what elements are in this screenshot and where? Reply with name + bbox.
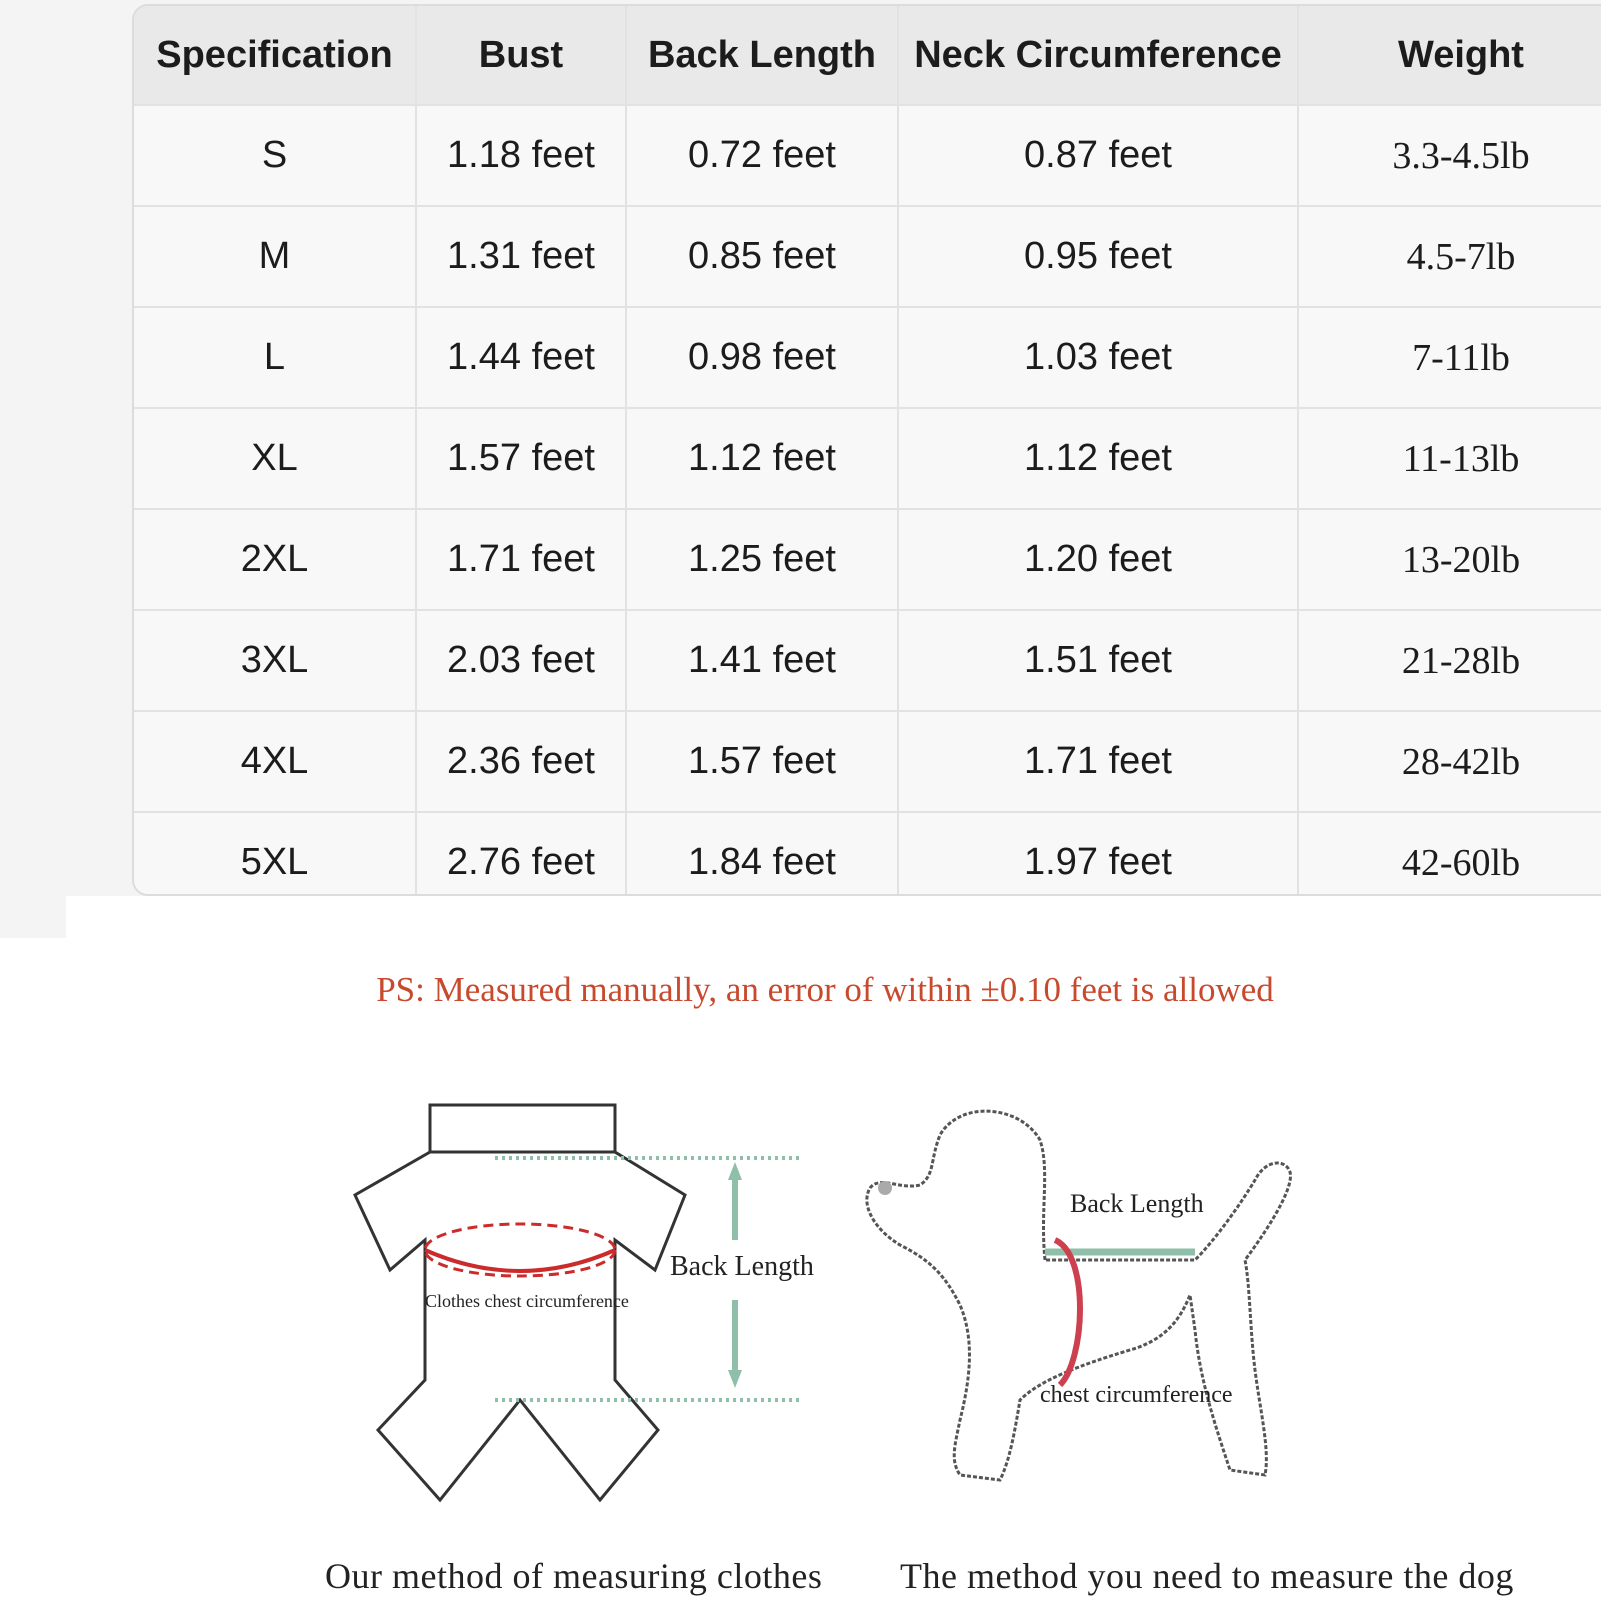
cell-spec: S <box>134 105 416 206</box>
cell-weight: 28-42lb <box>1298 711 1601 812</box>
cell-weight: 13-20lb <box>1298 509 1601 610</box>
table-row <box>134 509 1601 610</box>
header-weight: Weight <box>1298 6 1601 105</box>
cell-weight: 4.5-7lb <box>1298 206 1601 307</box>
cell-neck-circumference: 1.12 feet <box>898 408 1298 509</box>
size-chart-table <box>132 4 1601 896</box>
cell-spec: 2XL <box>134 509 416 610</box>
cell-back-length: 1.57 feet <box>626 711 898 812</box>
table-row <box>134 408 1601 509</box>
clothes-back-length-label: Back Length <box>670 1251 814 1282</box>
cell-back-length: 0.72 feet <box>626 105 898 206</box>
cell-neck-circumference: 1.97 feet <box>898 812 1298 896</box>
cell-back-length: 1.12 feet <box>626 408 898 509</box>
table-background-edge <box>0 896 66 938</box>
cell-bust: 1.18 feet <box>416 105 626 206</box>
cell-spec: XL <box>134 408 416 509</box>
table-row <box>134 307 1601 408</box>
clothes-caption: Our method of measuring clothes <box>325 1556 823 1596</box>
cell-weight: 42-60lb <box>1298 812 1601 896</box>
cell-bust: 2.76 feet <box>416 812 626 896</box>
cell-back-length: 0.98 feet <box>626 307 898 408</box>
cell-bust: 1.71 feet <box>416 509 626 610</box>
divider-band <box>66 896 1601 938</box>
dog-chest-label: chest circumference <box>1040 1382 1233 1408</box>
cell-weight: 11-13lb <box>1298 408 1601 509</box>
dog-diagram <box>867 1111 1291 1480</box>
table-row <box>134 105 1601 206</box>
cell-back-length: 1.41 feet <box>626 610 898 711</box>
cell-spec: 4XL <box>134 711 416 812</box>
table-row <box>134 812 1601 896</box>
header-bust: Bust <box>416 6 626 105</box>
cell-back-length: 1.84 feet <box>626 812 898 896</box>
header-specification: Specification <box>134 6 416 105</box>
cell-spec: 3XL <box>134 610 416 711</box>
cell-neck-circumference: 1.51 feet <box>898 610 1298 711</box>
table-row <box>134 711 1601 812</box>
cell-weight: 7-11lb <box>1298 307 1601 408</box>
cell-bust: 1.57 feet <box>416 408 626 509</box>
cell-bust: 1.31 feet <box>416 206 626 307</box>
table-row <box>134 206 1601 307</box>
cell-spec: M <box>134 206 416 307</box>
cell-neck-circumference: 0.95 feet <box>898 206 1298 307</box>
table-row <box>134 610 1601 711</box>
dog-back-length-label: Back Length <box>1070 1189 1204 1218</box>
cell-neck-circumference: 1.03 feet <box>898 307 1298 408</box>
table-header-row <box>134 6 1601 105</box>
dog-caption: The method you need to measure the dog <box>900 1556 1514 1596</box>
cell-bust: 2.03 feet <box>416 610 626 711</box>
cell-neck-circumference: 0.87 feet <box>898 105 1298 206</box>
header-neck-circumference: Neck Circumference <box>898 6 1298 105</box>
cell-weight: 3.3-4.5lb <box>1298 105 1601 206</box>
cell-back-length: 1.25 feet <box>626 509 898 610</box>
header-back-length: Back Length <box>626 6 898 105</box>
cell-bust: 2.36 feet <box>416 711 626 812</box>
clothes-chest-label: Clothes chest circumference <box>425 1291 629 1311</box>
measurement-note: PS: Measured manually, an error of within ±0.10 feet is allowed <box>376 970 1274 1009</box>
cell-weight: 21-28lb <box>1298 610 1601 711</box>
cell-neck-circumference: 1.20 feet <box>898 509 1298 610</box>
measurement-diagrams <box>0 1080 1601 1550</box>
clothes-diagram <box>355 1105 814 1500</box>
cell-neck-circumference: 1.71 feet <box>898 711 1298 812</box>
cell-bust: 1.44 feet <box>416 307 626 408</box>
cell-spec: L <box>134 307 416 408</box>
cell-spec: 5XL <box>134 812 416 896</box>
cell-back-length: 0.85 feet <box>626 206 898 307</box>
